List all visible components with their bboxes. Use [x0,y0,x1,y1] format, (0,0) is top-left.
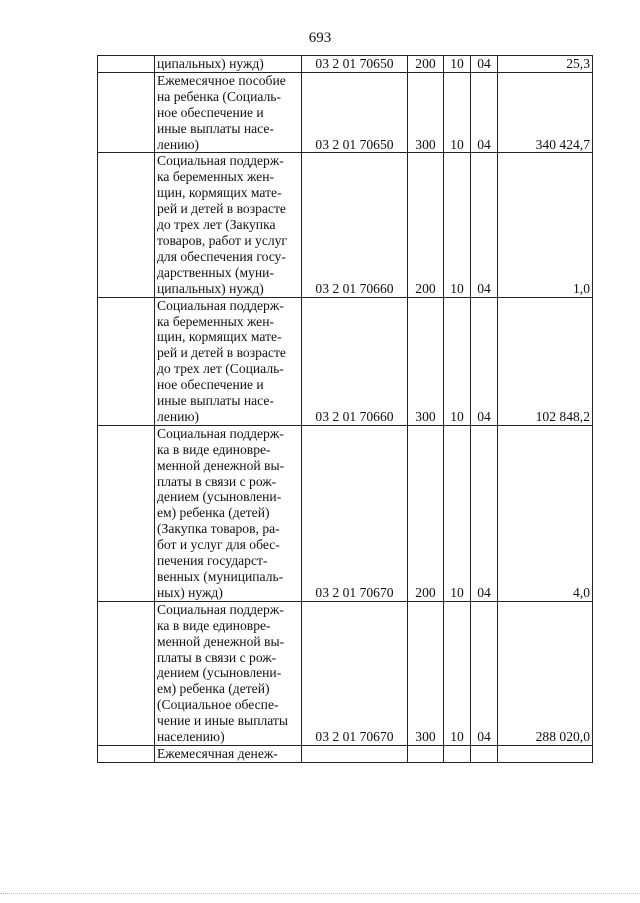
row-name-line: щин, кормящих мате- [157,329,282,345]
row-expense-type-cell: 200 [408,56,444,73]
row-expense-type-cell: 200 [408,153,444,297]
row-name-cell [155,297,302,425]
row-name-line: населению) [157,729,225,745]
row-name-line: на ребенка (Социаль- [157,88,282,104]
row-name-line: рей и детей в возрасте [157,201,286,217]
row-code-cell: 03 2 01 70650 [302,56,408,73]
row-code-cell: 03 2 01 70660 [302,297,408,425]
row-name-cell [155,56,302,73]
row-name-line: венных (муниципаль- [157,569,284,584]
row-code-cell: 03 2 01 70670 [302,601,408,745]
row-name-line: ное обеспечение и [157,104,264,120]
row-name-line: печения государст- [157,553,268,569]
row-expense-type-cell: 200 [408,425,444,601]
row-code-cell [302,745,408,762]
row-name-line: до трех лет (Закупка [157,217,276,233]
row-name-cell [155,425,302,601]
row-name-line: платы в связи с рож- [157,649,277,665]
row-expense-type-cell [408,745,444,762]
row-name-line: щин, кормящих мате- [157,185,282,201]
row-name-line: иные выплаты насе- [157,393,274,409]
row-expense-type-cell: 300 [408,601,444,745]
row-name-line: рей и детей в возрасте [157,345,286,361]
row-name-line: ем) ребенка (детей) [157,505,270,521]
row-name-line: до трех лет (Социаль- [157,361,284,377]
table-row [98,153,593,297]
row-name-cell [155,601,302,745]
table-row [98,425,593,601]
row-blank-cell [98,153,155,297]
row-name-line: для обеспечения госу- [157,248,286,264]
row-section-cell: 10 [444,297,471,425]
row-name-line: Социальная поддерж- [157,153,284,169]
row-section-cell: 10 [444,425,471,601]
row-name-line: иные выплаты насе- [157,120,274,136]
table-row [98,56,593,73]
row-blank-cell [98,601,155,745]
row-name-cell [155,72,302,153]
row-name-cell [155,745,302,762]
row-name-line: Социальная поддерж- [157,601,284,617]
row-name-line: ем) ребенка (детей) [157,681,270,697]
row-section-cell [444,745,471,762]
row-subsection-cell: 04 [471,72,498,153]
row-name-line: Ежемесячное пособие [157,72,286,88]
row-blank-cell [98,745,155,762]
table-row [98,601,593,745]
row-name-line: менной денежной вы- [157,633,285,649]
row-blank-cell [98,56,155,73]
row-name-line: (Социальное обеспе- [157,697,279,713]
row-sum-cell: 340 424,7 [498,72,593,153]
row-name-line: ных) нужд) [157,584,223,600]
row-name-line: ка в виде единовре- [157,617,271,633]
row-name-line: ка беременных жен- [157,313,274,329]
row-section-cell: 10 [444,601,471,745]
row-name-line: Социальная поддерж- [157,297,284,313]
page-number: 693 [308,30,332,46]
row-name-line: бот и услуг для обес- [157,537,280,553]
row-sum-cell [498,745,593,762]
row-name-line: чение и иные выплаты [157,713,289,729]
row-section-cell: 10 [444,153,471,297]
row-name-line: лению) [157,136,200,152]
row-blank-cell [98,72,155,153]
row-sum-cell: 288 020,0 [498,601,593,745]
row-subsection-cell: 04 [471,297,498,425]
scan-edge-line [0,893,640,895]
row-name-line: ка беременных жен- [157,169,274,185]
row-name-line: лению) [157,408,200,424]
row-code-cell: 03 2 01 70660 [302,153,408,297]
row-name-line: (Закупка товаров, ра- [157,521,280,537]
row-subsection-cell [471,745,498,762]
row-blank-cell [98,297,155,425]
row-name-line: ципальных) нужд) [157,280,264,296]
budget-table-body [98,56,593,763]
row-subsection-cell: 04 [471,601,498,745]
row-sum-cell: 102 848,2 [498,297,593,425]
row-expense-type-cell: 300 [408,297,444,425]
row-name-line: платы в связи с рож- [157,473,277,489]
row-name-line: ципальных) нужд) [157,56,264,71]
row-name-line: ное обеспечение и [157,377,264,393]
row-name-line: ка в виде единовре- [157,441,271,457]
row-sum-cell: 1,0 [498,153,593,297]
row-name-line: менной денежной вы- [157,457,285,473]
row-subsection-cell: 04 [471,56,498,73]
row-name-cell [155,153,302,297]
row-code-cell: 03 2 01 70650 [302,72,408,153]
row-name-line: дением (усыновлени- [157,489,282,505]
row-name-line: дением (усыновлени- [157,665,282,681]
row-subsection-cell: 04 [471,425,498,601]
row-code-cell: 03 2 01 70670 [302,425,408,601]
row-name-line: Социальная поддерж- [157,425,284,441]
row-name-line: Ежемесячная денеж- [157,745,278,761]
row-blank-cell [98,425,155,601]
table-row [98,745,593,762]
table-row [98,297,593,425]
row-expense-type-cell: 300 [408,72,444,153]
row-section-cell: 10 [444,72,471,153]
budget-table [97,55,593,763]
row-sum-cell: 4,0 [498,425,593,601]
row-subsection-cell: 04 [471,153,498,297]
row-name-line: товаров, работ и услуг [157,232,288,248]
row-name-line: дарственных (муни- [157,264,274,280]
row-sum-cell: 25,3 [498,56,593,73]
row-section-cell: 10 [444,56,471,73]
table-row [98,72,593,153]
